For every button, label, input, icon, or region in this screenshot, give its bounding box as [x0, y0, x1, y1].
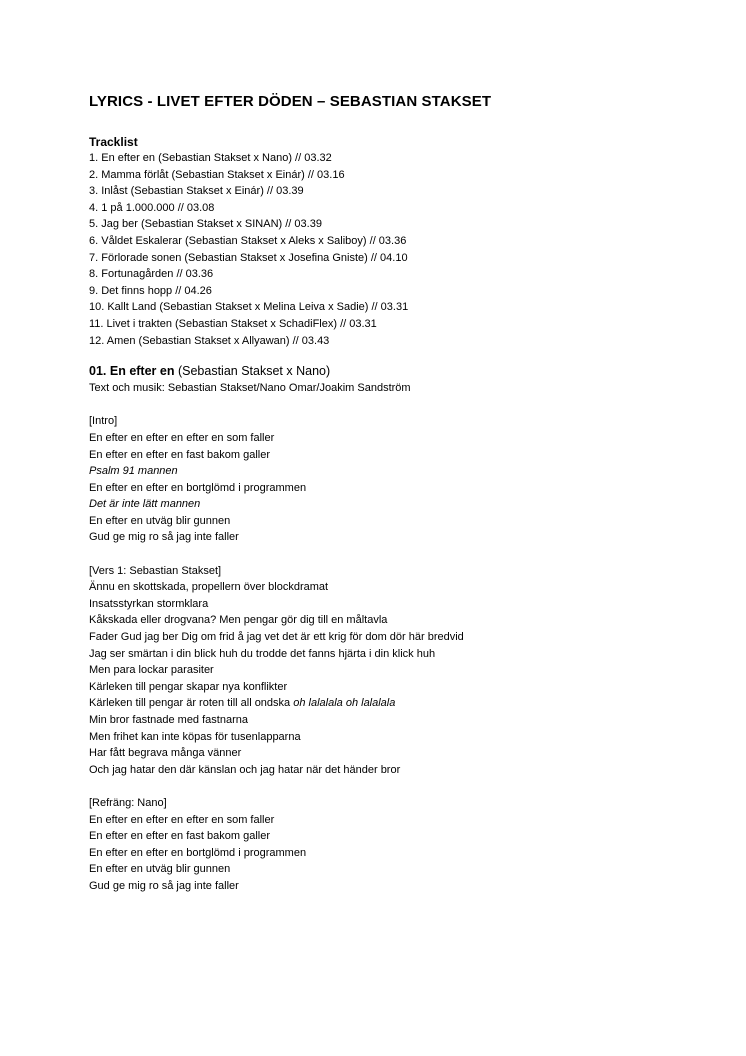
lyric-line: [89, 579, 709, 596]
lyric-text: Men frihet kan inte köpas för tusenlapparna: [89, 730, 301, 743]
lyrics-section: [89, 795, 709, 895]
lyric-text: En efter en efter en efter en som faller: [89, 431, 275, 444]
track-item: 7. Förlorade sonen (Sebastian Stakset x Josefina Gniste) // 04.10: [89, 251, 408, 264]
lyric-line: [89, 447, 709, 464]
lyric-text: Min bror fastnade med fastnarna: [89, 714, 248, 726]
track-item: 4. 1 på 1.000.000 // 03.08: [89, 201, 215, 214]
tracklist-heading: Tracklist: [89, 135, 138, 149]
lyric-text: En efter en efter en efter en som faller: [89, 813, 275, 826]
lyric-line: [89, 695, 709, 712]
lyric-line: [89, 812, 709, 829]
lyric-italic-tail: oh lalalala oh lalalala: [293, 697, 396, 710]
lyric-text: Psalm 91 mannen: [89, 465, 178, 478]
lyric-text: En efter en efter en fast bakom galler: [89, 448, 270, 461]
lyric-text: Kärleken till pengar är roten till all ondska: [89, 697, 294, 710]
lyric-line: [89, 762, 709, 779]
lyric-text: Har fått begrava många vänner: [89, 747, 242, 760]
lyric-line: [89, 845, 709, 862]
lyric-line: [89, 513, 709, 530]
lyric-line: [89, 463, 709, 480]
lyric-line: [89, 529, 709, 546]
document-title: LYRICS - LIVET EFTER DÖDEN – SEBASTIAN STAKSET: [89, 93, 492, 110]
lyric-line: [89, 679, 709, 696]
lyric-text: Jag ser smärtan i din blick huh du trodde det fanns hjärta i din klick huh: [89, 647, 436, 660]
track-item: 1. En efter en (Sebastian Stakset x Nano) // 03.32: [89, 152, 332, 164]
track-item: 10. Kallt Land (Sebastian Stakset x Melina Leiva x Sadie) // 03.31: [89, 301, 409, 314]
lyric-text: En efter en utväg blir gunnen: [89, 863, 231, 876]
section-label: [Intro]: [89, 415, 118, 428]
lyric-line: [89, 861, 709, 878]
song-name: En efter en: [109, 364, 175, 379]
track-item: 9. Det finns hopp // 04.26: [89, 284, 212, 297]
lyric-text: Ännu en skottskada, propellern över blockdramat: [89, 581, 329, 594]
section-label: [Vers 1: Sebastian Stakset]: [89, 564, 222, 577]
song-number: 01.: [89, 364, 107, 379]
lyric-line: [89, 878, 709, 895]
lyric-line: [89, 745, 709, 762]
tracklist: [89, 150, 709, 349]
lyric-line: [89, 662, 709, 679]
track-item: 2. Mamma förlåt (Sebastian Stakset x Einár) // 03.16: [89, 168, 345, 181]
lyric-text: Och jag hatar den där känslan och jag hatar när det händer bror: [89, 763, 401, 776]
song-artists: (Sebastian Stakset x Nano): [177, 364, 331, 379]
track-item: 11. Livet i trakten (Sebastian Stakset x SchadiFlex) // 03.31: [89, 317, 377, 330]
lyric-line: [89, 629, 709, 646]
lyric-text: Men para lockar parasiter: [89, 664, 214, 677]
lyric-line: [89, 480, 709, 497]
track-item: 3. Inlåst (Sebastian Stakset x Einár) // 03.39: [89, 185, 304, 198]
lyrics-sections: [89, 413, 709, 894]
song-credits: Text och musik: Sebastian Stakset/Nano Omar/Joakim Sandström: [89, 382, 411, 395]
track-item: 6. Våldet Eskalerar (Sebastian Stakset x Aleks x Saliboy) // 03.36: [89, 234, 407, 247]
lyric-text: Insatsstyrkan stormklara: [89, 597, 209, 610]
track-item: 5. Jag ber (Sebastian Stakset x SINAN) // 03.39: [89, 218, 322, 231]
lyric-line: [89, 646, 709, 663]
section-label: [Refräng: Nano]: [89, 796, 167, 809]
lyric-text: Gud ge mig ro så jag inte faller: [89, 879, 239, 892]
lyric-text: En efter en efter en fast bakom galler: [89, 830, 270, 843]
lyric-line: [89, 828, 709, 845]
lyric-text: Kärleken till pengar skapar nya konflikter: [89, 680, 288, 693]
lyrics-section: [89, 413, 709, 546]
lyric-text: En efter en utväg blir gunnen: [89, 514, 231, 527]
lyric-text: Fader Gud jag ber Dig om frid å jag vet det är ett krig för dom dör här bredvid: [89, 631, 464, 644]
track-item: 12. Amen (Sebastian Stakset x Allyawan) // 03.43: [89, 334, 330, 347]
lyric-text: Det är inte lätt mannen: [89, 498, 201, 511]
lyric-text: En efter en efter en bortglömd i programmen: [89, 481, 307, 494]
lyric-line: [89, 496, 709, 513]
lyric-line: [89, 712, 709, 729]
lyric-text: En efter en efter en bortglömd i programmen: [89, 846, 307, 859]
lyric-line: [89, 430, 709, 447]
lyric-text: Gud ge mig ro så jag inte faller: [89, 531, 239, 544]
document-body: [89, 92, 709, 895]
song-heading: [89, 363, 709, 380]
track-item: 8. Fortunagården // 03.36: [89, 268, 214, 281]
lyric-line: [89, 729, 709, 746]
lyric-line: [89, 596, 709, 613]
lyrics-section: [89, 563, 709, 779]
lyric-text: Kåkskada eller drogvana? Men pengar gör dig till en måltavla: [89, 614, 388, 627]
lyric-line: [89, 612, 709, 629]
